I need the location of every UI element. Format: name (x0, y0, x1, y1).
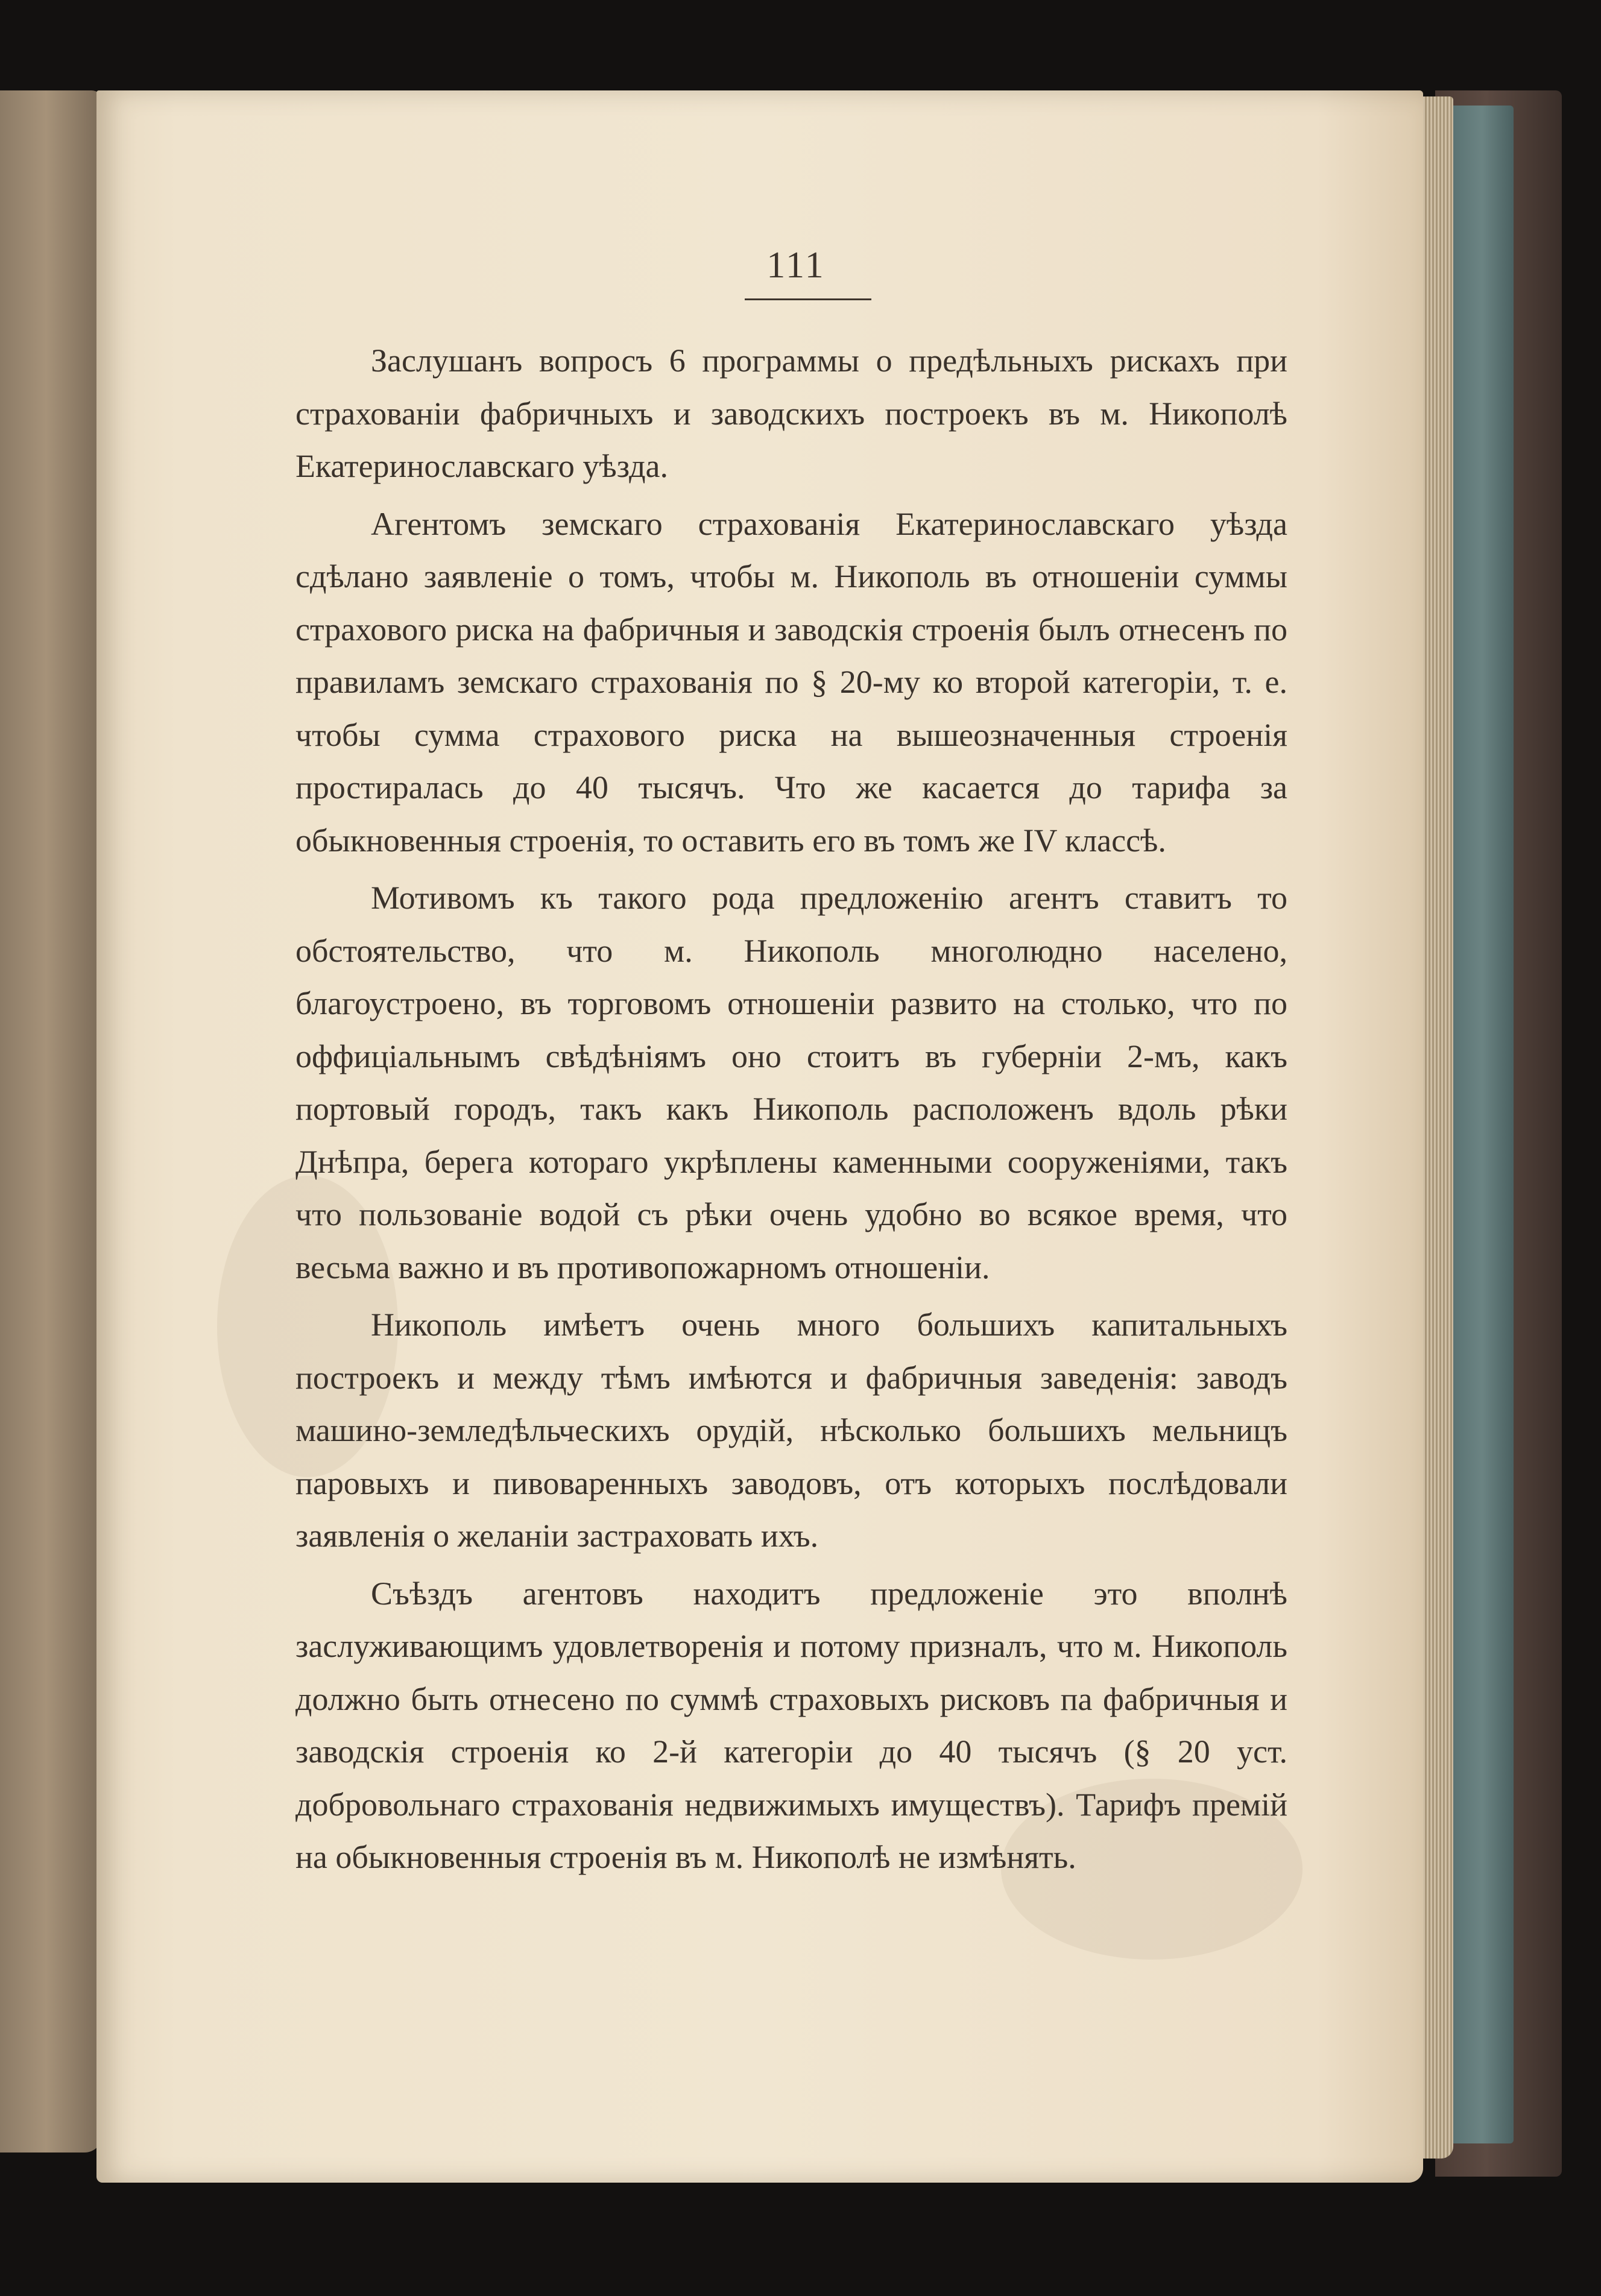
body-text (295, 335, 1287, 1884)
left-facing-leaf (0, 90, 103, 2152)
book-block-edge (1450, 106, 1514, 2143)
book-page (96, 90, 1423, 2183)
page-number-rule (745, 298, 871, 300)
paragraph: Съѣздъ агентовъ находитъ предложеніе это вполнѣ заслуживающимъ удовлетворенія и потому призналъ, что м. Никополь должно быть отнесено по суммѣ страховыхъ рисковъ па фабричныя и заводскія строенія ко 2-й категоріи до 40 тысячъ (§ 20 уст. добровольнаго страхованія недвижимыхъ имуществъ). Тарифъ премій на обыкновенныя строенія въ м. Никополѣ не измѣнять. (295, 1575, 1287, 1875)
paragraph: Мотивомъ къ такого рода предложенію агентъ ставитъ то обстоятельство, что м. Никополь многолюдно населено, благоустроено, въ торговомъ отношеніи развито на столько, что по оффиціальнымъ свѣдѣніямъ оно стоитъ въ губерніи 2-мъ, какъ портовый городъ, такъ какъ Никополь расположенъ вдоль рѣки Днѣпра, берега котораго укрѣплены каменными сооруженіями, такъ что пользованіе водой съ рѣки очень удобно во всякое время, что весьма важно и въ противопожарномъ отношеніи. (295, 880, 1287, 1285)
page-number: 111 (766, 245, 826, 286)
paragraph: Заслушанъ вопросъ 6 программы о предѣльныхъ рискахъ при страхованіи фабричныхъ и заводскихъ построекъ въ м. Никополѣ Екатеринославскаго уѣзда. (295, 342, 1287, 484)
paragraph: Агентомъ земскаго страхованія Екатеринославскаго уѣзда сдѣлано заявленіе о томъ, чтобы м. Никополь въ отношеніи суммы страхового риска на фабричныя и заводскія строенія былъ отнесенъ по правиламъ земскаго страхованія по § 20-му ко второй категоріи, т. е. чтобы сумма страхового риска на вышеозначенныя строенія простиралась до 40 тысячъ. Что же касается до тарифа за обыкновенныя строенія, то оставить его въ томъ же IV классѣ. (295, 505, 1287, 859)
paragraph: Никополь имѣетъ очень много большихъ капитальныхъ построекъ и между тѣмъ имѣются и фабричныя заведенія: заводъ машино-земледѣльческихъ орудій, нѣсколько большихъ мельницъ паровыхъ и пивоваренныхъ заводовъ, отъ которыхъ послѣдовали заявленія о желаніи застраховать ихъ. (295, 1307, 1287, 1554)
